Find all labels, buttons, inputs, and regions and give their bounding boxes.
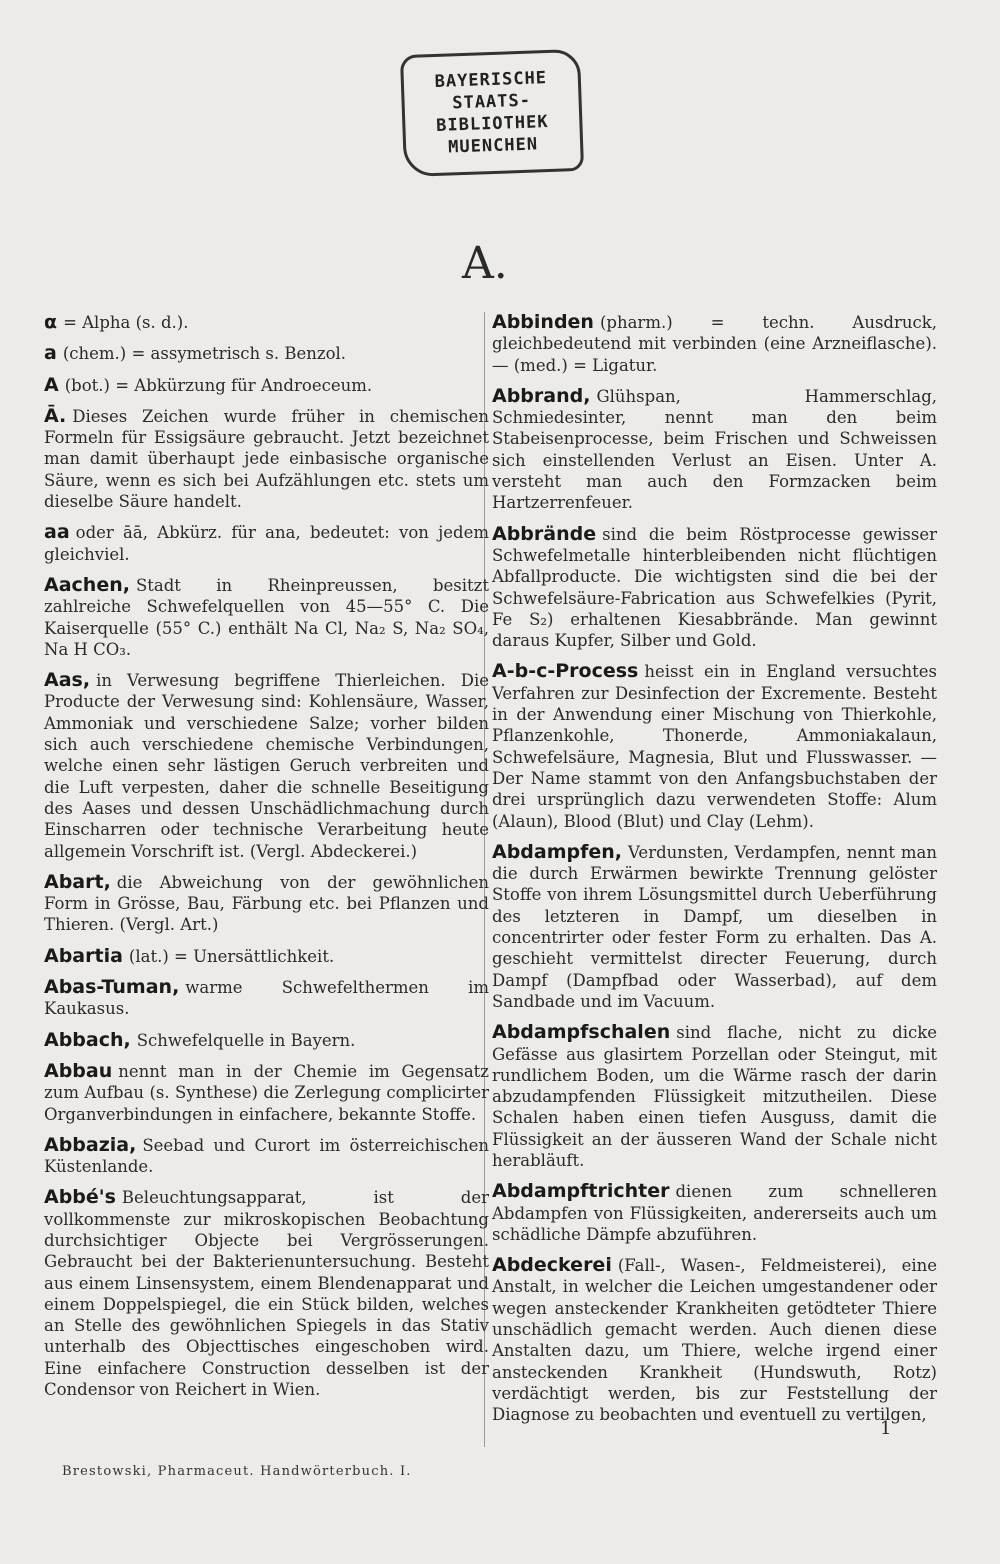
entry-headword: Abart, [44, 870, 111, 893]
entry-headword: Abdeckerei [492, 1254, 612, 1277]
footer-citation: Brestowski, Pharmaceut. Handwörterbuch. I. [62, 1464, 412, 1479]
entry-text: (lat.) = Unersättlichkeit. [128, 946, 335, 966]
entry-headword: Abbrände [492, 522, 597, 545]
page-number: 1 [880, 1418, 892, 1439]
entry-text: warme Schwefelthermen im Kaukasus. [44, 978, 489, 1019]
entry-headword: Abbrand, [492, 384, 591, 407]
entry-headword: Abdampftrichter [492, 1180, 670, 1203]
stamp-line: BIBLIOTHEK [435, 112, 549, 136]
dictionary-entry [44, 1030, 489, 1051]
entry-text: die Abweichung von der gewöhnlichen Form in Grösse, Bau, Färbung etc. bei Pflanzen und Thieren. (Vergl. Art.) [44, 872, 489, 935]
dictionary-entry [44, 406, 489, 512]
stamp-line: BAYERISCHE [434, 68, 548, 92]
dictionary-entry [44, 872, 489, 936]
stamp-line: STAATS- [451, 90, 532, 114]
entry-headword: Abartia [44, 944, 123, 967]
entry-text: Stadt in Rheinpreussen, besitzt zahlreiche Schwefelquellen von 45—55° C. Die Kaiserquelle (55° C.) enthält Na Cl, Na₂ S, Na₂ SO₄, Na H CO₃. [44, 575, 489, 659]
entry-headword: Abbinden [492, 311, 594, 333]
dictionary-entry [492, 312, 937, 376]
dictionary-entry [492, 1022, 937, 1171]
entry-headword: Aachen, [44, 573, 130, 596]
dictionary-entry [44, 670, 489, 862]
dictionary-entry [492, 661, 937, 831]
left-column [44, 312, 489, 1410]
entry-headword: Abdampfschalen [492, 1021, 671, 1044]
entry-text: oder āā, Abkürz. für ana, bedeutet: von jedem gleichviel. [44, 523, 489, 564]
entry-headword: Abbau [44, 1059, 113, 1082]
dictionary-entry [492, 1181, 937, 1245]
right-column [492, 312, 937, 1436]
entry-text: sind die beim Röstprocesse gewisser Schwefelmetalle hinterbleibenden nicht flüchtigen Abfallproducte. Die wichtigsten sind die bei der Schwefelsäure-Fabrication aus Schwefelkies (Pyrit, Fe S₂) erhaltenen Kiesabbrände. Man gewinnt daraus Kupfer, Silber und Gold. [492, 524, 937, 651]
dictionary-entry [492, 386, 937, 514]
entry-text: dienen zum schnelleren Abdampfen von Flüssigkeiten, andererseits auch um schädliche Dämpfe abzuführen. [492, 1182, 937, 1244]
entry-headword: A-b-c-Process [492, 660, 639, 683]
dictionary-entry [492, 842, 937, 1012]
entry-text: sind flache, nicht zu dicke Gefässe aus glasirtem Porzellan oder Steingut, mit rundlichem Boden, um die Wärme rasch der darin abzudampfenden Flüssigkeit mitzutheilen. Diese Schalen haben einen tiefen Ausguss, damit die Flüssigkeit an der äusseren Wand der Schale nicht herabläuft. [492, 1023, 937, 1170]
entry-headword: Abbach, [44, 1028, 131, 1051]
entry-headword: Ā. [44, 404, 67, 427]
entry-headword: A [44, 373, 59, 396]
entry-headword: Abbé's [44, 1186, 116, 1209]
library-stamp [400, 49, 584, 177]
entry-text: (pharm.) = techn. Ausdruck, gleichbedeutend mit verbinden (eine Arzneiflasche). — (med.) = Ligatur. [492, 313, 937, 375]
entry-text: Seebad und Curort im österreichischen Küstenlande. [44, 1135, 489, 1177]
entry-text: Glühspan, Hammerschlag, Schmiedesinter, nennt man den beim Stabeisenprocesse, beim Frischen und Schweissen sich einstellenden Verlust an Eisen. Unter A. versteht man auch den Formzacken beim Hartzerrenfeuer. [492, 386, 937, 513]
dictionary-entry [44, 575, 489, 660]
dictionary-entry [44, 946, 489, 967]
entry-text: nennt man in der Chemie im Gegensatz zum Aufbau (s. Synthese) die Zerlegung complicirter Organverbindungen in einfachere, bekannte Stoffe. [44, 1061, 489, 1124]
dictionary-entry [492, 524, 937, 652]
entry-text: (Fall-, Wasen-, Feldmeisterei), eine Anstalt, in welcher die Leichen umgestandener oder wegen ansteckender Krankheiten getödteter Thiere unschädlich gemacht werden. Auch dienen diese Anstalten dazu, um Thiere, welche irgend einer ansteckenden Krankheit (Hundswuth, Rotz) verdächtigt werden, bis zur Feststellung der Diagnose zu beobachten und eventuell zu vertilgen, [492, 1256, 937, 1425]
dictionary-entry [492, 1255, 937, 1425]
entry-text: heisst ein in England versuchtes Verfahren zur Desinfection der Excremente. Besteht in der Anwendung einer Mischung von Thierkohle, Pflanzenkohle, Thonerde, Ammoniakalaun, Schwefelsäure, Magnesia, Blut und Flusswasser. — Der Name stammt von den Anfangsbuchstaben der drei ursprünglich dazu verwendeten Stoffe: Alum (Alaun), Blood (Blut) und Clay (Lehm). [492, 662, 937, 831]
dictionary-entry [44, 375, 489, 396]
entry-headword: α [44, 311, 58, 333]
dictionary-entry [44, 343, 489, 364]
dictionary-entry [44, 312, 489, 333]
entry-text: (chem.) = assymetrisch s. Benzol. [62, 344, 347, 364]
stamp-line: MUENCHEN [447, 134, 539, 158]
entry-headword: aa [44, 521, 70, 544]
entry-headword: Abdampfen, [492, 840, 623, 863]
dictionary-entry [44, 1061, 489, 1125]
entry-text: Schwefelquelle in Bayern. [136, 1030, 356, 1050]
entry-text: Verdunsten, Verdampfen, nennt man die durch Erwärmen bewirkte Trennung gelöster Stoffe von ihrem Lösungsmittel durch Ueberführung des letzteren in Dampf, um dieselben in concentrirter oder fester Form zu erhalten. Das A. geschieht vermittelst directer Feuerung, durch Dampf (Dampfbad oder Wasserbad), auf dem Sandbade und im Vacuum. [492, 842, 937, 1011]
dictionary-entry [44, 522, 489, 565]
entry-headword: Aas, [44, 669, 91, 692]
entry-text: (bot.) = Abkürzung für Androeceum. [64, 375, 373, 395]
entry-text: Beleuchtungsapparat, ist der vollkommenste zur mikroskopischen Beobachtung durchsichtiger Objecte bei Vergrösserungen. Gebraucht bei der Bakterienuntersuchung. Besteht aus einem Linsensystem, einem Blendenapparat und einem Doppelspiegel, die ein Stück bilden, welches an Stelle des gewöhnlichen Spiegels in das Stativ unterhalb des Objecttisches eingeschoben wird. Eine einfachere Construction desselben ist der Condensor von Reichert in Wien. [44, 1188, 489, 1400]
entry-headword: a [44, 342, 57, 365]
dictionary-entry [44, 1187, 489, 1400]
entry-headword: Abbazia, [44, 1133, 137, 1156]
entry-text: in Verwesung begriffene Thierleichen. Die Producte der Verwesung sind: Kohlensäure, Wasser, Ammoniak und verschiedene Salze; vorher bilden sich auch verschiedene chemische Verbindungen, welche einen sehr lästigen Geruch verbreiten und die Luft verpesten, daher die schnelle Beseitigung des Aases und dessen Unschädlichmachung durch Einscharren oder technische Verarbeitung heute allgemein Vorschrift ist. (Vergl. Abdeckerei.) [44, 671, 489, 861]
entry-text: = Alpha (s. d.). [63, 313, 189, 332]
dictionary-entry [44, 977, 489, 1020]
section-letter: A. [462, 238, 508, 289]
entry-headword: Abas-Tuman, [44, 976, 180, 999]
entry-text: Dieses Zeichen wurde früher in chemischen Formeln für Essigsäure gebraucht. Jetzt bezeichnet man damit überhaupt jede einbasische organische Säure, wenn es sich bei Aufzählungen etc. stets um dieselbe Säure handelt. [44, 406, 489, 512]
dictionary-entry [44, 1135, 489, 1178]
